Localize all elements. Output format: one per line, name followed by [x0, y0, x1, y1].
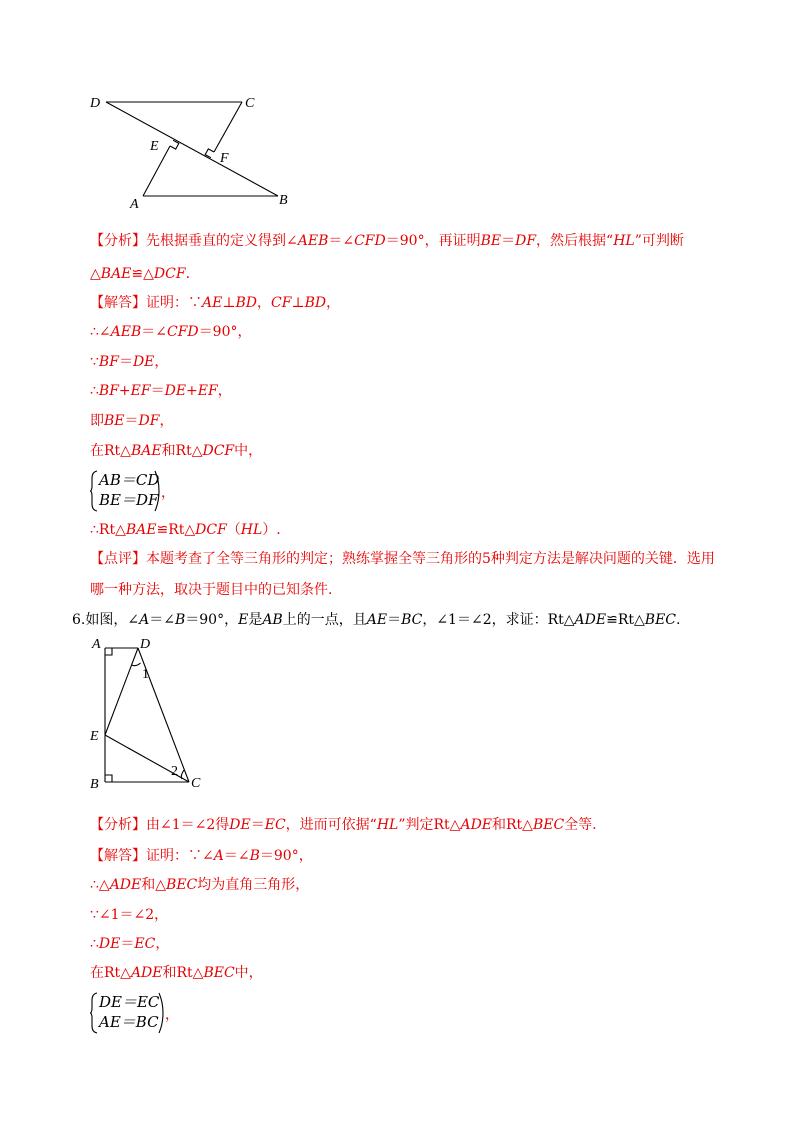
answer-line-5: 即BE＝DF，	[90, 413, 174, 429]
comment-line-1: 【点评】本题考查了全等三角形的判定；熟练掌握全等三角形的5种判定方法是解决问题的关键．选用	[90, 551, 715, 567]
label-angle-1: 1	[142, 667, 149, 682]
answer6-line-3: ∵∠1＝∠2，	[90, 907, 169, 923]
answer-line-3: ∵BF＝DE，	[90, 354, 169, 370]
equation-system-1: AB＝CD BE＝DF ，	[90, 470, 190, 512]
analysis-line-1: 【分析】先根据垂直的定义得到∠AEB＝∠CFD＝90°，再证明BE＝DF，然后根据“HL”可判断	[90, 233, 684, 249]
answer6-line-2: ∴△ADE和△BEC均为直角三角形，	[90, 877, 310, 893]
analysis-line-2: △BAE≌△DCF.	[90, 266, 191, 282]
label-f: F	[220, 151, 229, 166]
answer-line-4: ∴BF+EF＝DE+EF，	[90, 383, 232, 399]
analysis-tag: 【分析】	[90, 233, 146, 249]
analysis6-tag: 【分析】	[90, 817, 146, 833]
answer6-line-4: ∴DE＝EC，	[90, 936, 170, 952]
segment-db	[106, 102, 278, 196]
equation-row-1: DE＝EC	[99, 993, 160, 1011]
label-b: B	[279, 193, 288, 208]
segment-de	[105, 648, 138, 735]
equation-row-1: AB＝CD	[99, 471, 160, 489]
right-angle-mark-b	[105, 775, 112, 782]
label-c: C	[245, 96, 255, 111]
angle-arc-2	[181, 770, 184, 779]
equation-system-2: DE＝EC AE＝BC ，	[90, 992, 190, 1034]
question-number: 6.	[72, 612, 86, 628]
answer6-line-5: 在Rt△ADE和Rt△BEC中，	[90, 965, 263, 981]
segment-cf	[214, 102, 242, 152]
figure-parallelogram-diagram	[80, 88, 300, 218]
label-a: A	[130, 197, 139, 212]
answer6-tag: 【解答】	[90, 848, 146, 864]
answer6-line-1: 【解答】证明：∵∠A＝∠B＝90°，	[90, 848, 313, 864]
figure-trapezoid-diagram	[84, 634, 214, 794]
equation-row-2: AE＝BC	[99, 1013, 159, 1031]
label-b: B	[90, 777, 99, 792]
comment-tag: 【点评】	[90, 551, 146, 567]
angle-arc-1	[132, 663, 141, 666]
label-e: E	[90, 729, 99, 744]
label-e: E	[150, 139, 159, 154]
answer-line-8: ∴Rt△BAE≌Rt△DCF（HL）.	[90, 522, 281, 538]
answer-tag: 【解答】	[90, 295, 146, 311]
answer-line-1: 【解答】证明：∵AE⊥BD，CF⊥BD，	[90, 295, 341, 311]
right-paren	[158, 992, 164, 1034]
left-brace	[90, 992, 98, 1034]
right-angle-mark-a	[105, 648, 112, 655]
comment-line-2: 哪一种方法，取决于题目中的已知条件.	[90, 582, 333, 598]
label-c: C	[191, 776, 201, 791]
left-brace	[90, 470, 98, 512]
equation-row-2: BE＝DF	[99, 491, 159, 509]
label-d: D	[90, 96, 101, 111]
question-6: 6.如图，∠A＝∠B＝90°，E是AB上的一点，且AE＝BC，∠1＝∠2，求证：Rt△ADE≌Rt△BEC.	[72, 612, 681, 628]
right-paren	[154, 470, 160, 512]
analysis6-line-1: 【分析】由∠1＝∠2得DE＝EC，进而可依据“HL”判定Rt△ADE和Rt△BEC全等.	[90, 817, 597, 833]
label-d: D	[140, 637, 151, 652]
label-angle-2: 2	[171, 764, 178, 779]
label-a: A	[92, 637, 101, 652]
answer-line-2: ∴∠AEB＝∠CFD＝90°，	[90, 324, 252, 340]
answer-line-6: 在Rt△BAE和Rt△DCF中，	[90, 443, 263, 459]
